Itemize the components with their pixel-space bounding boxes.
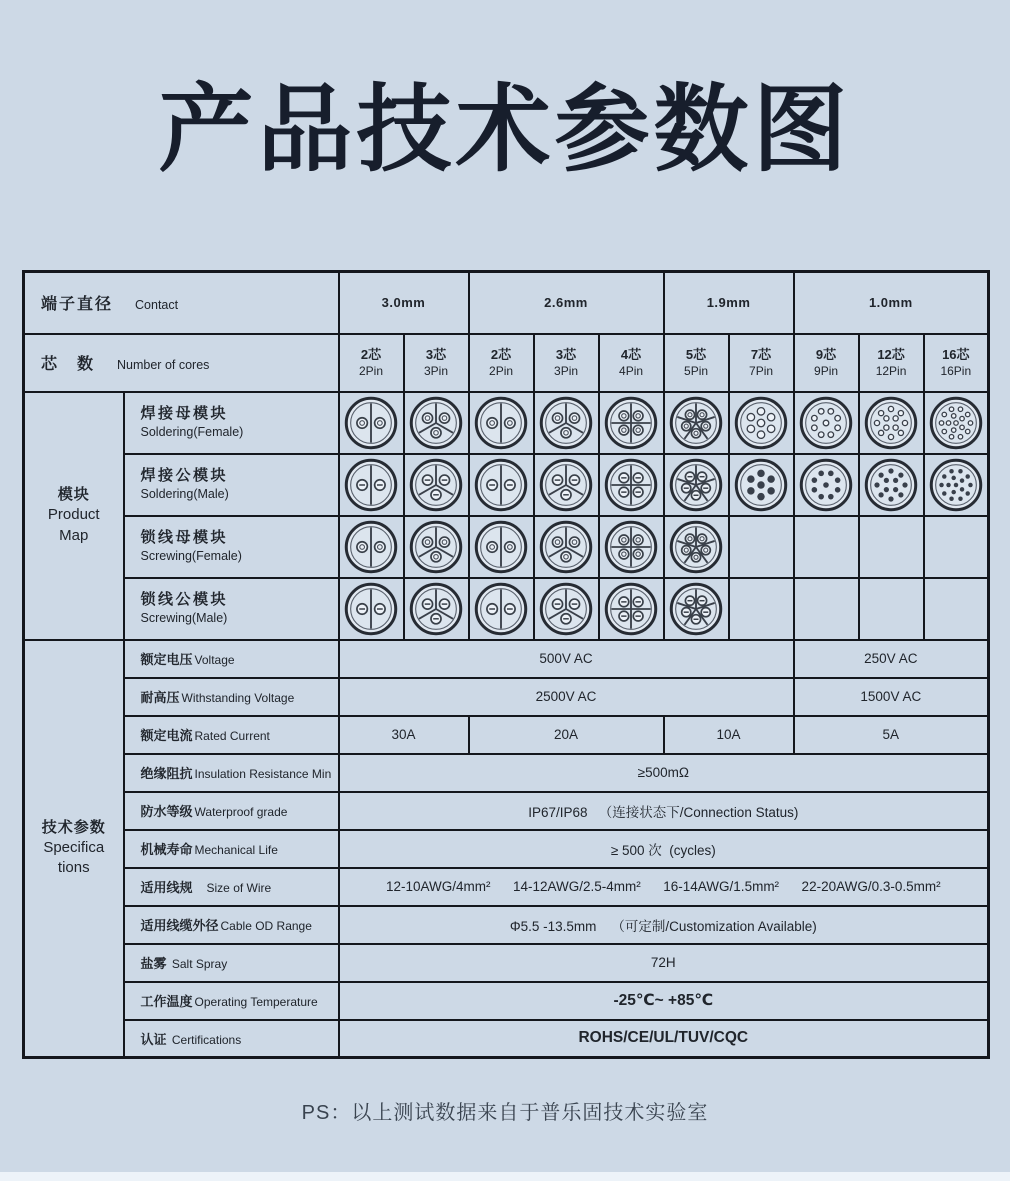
spec-row-certifications: [24, 1020, 989, 1058]
connector-face-2pin-male-icon: [473, 457, 529, 513]
module-label-zh: 焊接公模块: [140, 466, 229, 484]
sidebar-product-map-zh: 模块: [57, 486, 90, 504]
connector-face-3pin-female-icon: [538, 519, 594, 575]
spec-value-cell: 250V AC: [794, 640, 989, 678]
pin-column-header-3pin: [404, 334, 469, 392]
connector-face-3pin-female-icon: [538, 395, 594, 451]
module-cell-empty: [859, 516, 924, 578]
module-cell-empty: [794, 516, 859, 578]
module-cell-12pin-male: [859, 454, 924, 516]
module-label-soldering-male: [124, 454, 339, 516]
spec-row-insulation-resistance-min: [24, 754, 989, 792]
footer-note: PS：以上测试数据来自于普乐固技术实验室: [301, 1102, 709, 1124]
module-cell-2pin-male: [339, 578, 404, 640]
spec-value-cell: 10A: [664, 716, 794, 754]
connector-face-4pin-male-icon: [603, 581, 659, 637]
spec-value-cell: Φ5.5 -13.5mm （可定制/Customization Available): [339, 906, 989, 944]
spec-label-zh: 额定电压: [140, 652, 193, 667]
spec-row-rated-current: [24, 716, 989, 754]
spec-value-cell: 30A: [339, 716, 469, 754]
cores-label-en: Number of cores: [117, 358, 210, 372]
spec-row-operating-temperature: [24, 982, 989, 1020]
spec-label-waterproof-grade: [124, 792, 339, 830]
pin-count-en: 3Pin: [554, 363, 579, 378]
parameters-table-body: [24, 272, 989, 1058]
spec-label-zh: 工作温度: [140, 994, 193, 1009]
pin-column-header-5pin: [664, 334, 729, 392]
spec-row-size-of-wire: [24, 868, 989, 906]
sidebar-specifications-en2: tions: [57, 859, 90, 877]
connector-face-2pin-female-icon: [473, 395, 529, 451]
spec-value-cell: ROHS/CE/UL/TUV/CQC: [339, 1020, 989, 1058]
module-cell-empty: [924, 516, 989, 578]
pin-count-zh: 12芯: [877, 347, 905, 362]
spec-label-en: Operating Temperature: [194, 995, 318, 1009]
spec-row-cable-od-range: [24, 906, 989, 944]
module-cell-3pin-female: [404, 392, 469, 454]
spec-label-zh: 认证: [140, 1031, 167, 1047]
spec-label-voltage: [124, 640, 339, 678]
spec-label-insulation-resistance-min: [124, 754, 339, 792]
spec-label-zh: 适用线规: [140, 880, 193, 895]
bottom-strip: [0, 1172, 1010, 1181]
connector-face-3pin-male-icon: [538, 581, 594, 637]
pin-count-en: 7Pin: [749, 363, 774, 378]
contact-label-en: Contact: [135, 298, 179, 313]
pin-count-en: 2Pin: [359, 363, 384, 378]
contact-label-cell: [24, 272, 339, 334]
connector-face-3pin-male-icon: [408, 457, 464, 513]
module-label-screwing-female: [124, 516, 339, 578]
spec-row-voltage: [24, 640, 989, 678]
spec-label-zh: 防水等级: [140, 804, 193, 819]
connector-face-16pin-female-icon: [928, 395, 984, 451]
pin-column-header-16pin: [924, 334, 989, 392]
spec-label-operating-temperature: [124, 982, 339, 1020]
pin-column-header-7pin: [729, 334, 794, 392]
spec-value-cell: 2500V AC: [339, 678, 794, 716]
module-label-soldering-female: [124, 392, 339, 454]
sidebar-product-map-en2: Map: [59, 526, 89, 544]
spec-label-zh: 耐高压: [140, 690, 180, 705]
module-row-soldering-male: [24, 454, 989, 516]
connector-face-4pin-female-icon: [603, 519, 659, 575]
spec-row-salt-spray: [24, 944, 989, 982]
spec-value-cell: 12-10AWG/4mm² 14-12AWG/2.5-4mm² 16-14AWG/1.5mm² 22-20AWG/0.3-0.5mm²: [339, 868, 989, 906]
spec-label-cable-od-range: [124, 906, 339, 944]
connector-face-16pin-male-icon: [928, 457, 984, 513]
spec-row-withstanding-voltage: [24, 678, 989, 716]
connector-face-3pin-male-icon: [538, 457, 594, 513]
spec-value-cell: -25℃~ +85℃: [339, 982, 989, 1020]
pin-count-zh: 7芯: [750, 347, 772, 362]
connector-face-2pin-female-icon: [343, 395, 399, 451]
spec-label-salt-spray: [124, 944, 339, 982]
spec-label-zh: 机械寿命: [140, 842, 193, 857]
pin-count-zh: 3芯: [425, 347, 447, 362]
module-label-zh: 锁线母模块: [140, 528, 229, 546]
module-cell-2pin-female: [339, 392, 404, 454]
spec-value-cell: ≥500mΩ: [339, 754, 989, 792]
module-cell-9pin-female: [794, 392, 859, 454]
spec-label-zh: 绝缘阻抗: [140, 766, 193, 781]
module-label-en: Screwing(Male): [140, 610, 228, 625]
module-cell-2pin-male: [469, 578, 534, 640]
module-cell-12pin-female: [859, 392, 924, 454]
connector-face-9pin-female-icon: [798, 395, 854, 451]
sidebar-specifications-en1: Specifica: [43, 839, 105, 857]
cores-label-cell: [24, 334, 339, 392]
connector-face-2pin-male-icon: [473, 581, 529, 637]
connector-face-12pin-female-icon: [863, 395, 919, 451]
pin-column-header-2pin: [469, 334, 534, 392]
pin-column-header-2pin: [339, 334, 404, 392]
connector-face-3pin-female-icon: [408, 519, 464, 575]
header-row-cores: [24, 334, 989, 392]
module-label-en: Soldering(Female): [140, 424, 244, 439]
connector-face-9pin-male-icon: [798, 457, 854, 513]
module-cell-empty: [794, 578, 859, 640]
connector-face-5pin-female-icon: [668, 395, 724, 451]
connector-face-3pin-male-icon: [408, 581, 464, 637]
module-cell-4pin-female: [599, 392, 664, 454]
connector-face-5pin-male-icon: [668, 581, 724, 637]
spec-row-mechanical-life: [24, 830, 989, 868]
module-cell-4pin-female: [599, 516, 664, 578]
connector-face-3pin-female-icon: [408, 395, 464, 451]
contact-label-zh: 端子直径: [41, 296, 114, 314]
pin-count-zh: 2芯: [490, 347, 512, 362]
module-cell-3pin-male: [404, 578, 469, 640]
cores-label-zh: 芯 数: [41, 356, 96, 373]
module-cell-5pin-female: [664, 392, 729, 454]
module-cell-4pin-male: [599, 454, 664, 516]
pin-count-en: 5Pin: [684, 363, 709, 378]
page-title: 产品技术参数图: [158, 77, 852, 183]
module-cell-16pin-male: [924, 454, 989, 516]
diameter-header-3-0mm: 3.0mm: [339, 272, 469, 334]
spec-label-en: Withstanding Voltage: [181, 691, 295, 705]
spec-label-withstanding-voltage: [124, 678, 339, 716]
diameter-header-2-6mm: 2.6mm: [469, 272, 664, 334]
connector-face-12pin-male-icon: [863, 457, 919, 513]
module-cell-empty: [729, 516, 794, 578]
module-cell-5pin-male: [664, 454, 729, 516]
pin-count-en: 3Pin: [424, 363, 449, 378]
sidebar-specifications-zh: 技术参数: [41, 818, 106, 836]
module-cell-4pin-male: [599, 578, 664, 640]
module-label-en: Screwing(Female): [140, 548, 242, 563]
spec-value-cell: 5A: [794, 716, 989, 754]
pin-column-header-12pin: [859, 334, 924, 392]
module-row-screwing-female: [24, 516, 989, 578]
pin-column-header-3pin: [534, 334, 599, 392]
module-cell-2pin-female: [469, 516, 534, 578]
spec-label-certifications: [124, 1020, 339, 1058]
pin-count-en: 9Pin: [814, 363, 839, 378]
spec-label-en: Mechanical Life: [194, 843, 278, 857]
module-row-screwing-male: [24, 578, 989, 640]
spec-label-rated-current: [124, 716, 339, 754]
spec-value-cell: 72H: [339, 944, 989, 982]
spec-label-en: Size of Wire: [194, 881, 272, 895]
pin-count-zh: 9芯: [815, 347, 837, 362]
spec-row-waterproof-grade: [24, 792, 989, 830]
module-cell-7pin-female: [729, 392, 794, 454]
pin-column-header-9pin: [794, 334, 859, 392]
module-cell-3pin-male: [404, 454, 469, 516]
module-label-en: Soldering(Male): [140, 486, 229, 501]
module-cell-empty: [924, 578, 989, 640]
sidebar-product-map: [24, 392, 124, 640]
module-cell-5pin-male: [664, 578, 729, 640]
module-row-soldering-female: [24, 392, 989, 454]
spec-label-zh: 盐雾: [140, 956, 167, 971]
module-cell-2pin-male: [469, 454, 534, 516]
module-cell-2pin-female: [339, 516, 404, 578]
connector-face-7pin-female-icon: [733, 395, 789, 451]
module-cell-empty: [729, 578, 794, 640]
module-cell-3pin-male: [534, 578, 599, 640]
module-label-screwing-male: [124, 578, 339, 640]
module-cell-empty: [859, 578, 924, 640]
header-row-contact: [24, 272, 989, 334]
spec-label-en: Insulation Resistance Min: [194, 767, 332, 781]
connector-face-2pin-male-icon: [343, 457, 399, 513]
spec-label-en: Rated Current: [194, 729, 270, 743]
pin-count-zh: 16芯: [942, 347, 970, 362]
diameter-header-1-9mm: 1.9mm: [664, 272, 794, 334]
pin-count-zh: 4芯: [620, 347, 642, 362]
spec-label-en: Salt Spray: [168, 957, 228, 971]
pin-count-en: 2Pin: [489, 363, 514, 378]
spec-label-zh: 适用线缆外径: [140, 918, 219, 933]
pin-count-en: 16Pin: [940, 363, 972, 378]
spec-label-zh: 额定电流: [140, 728, 193, 743]
module-cell-2pin-female: [469, 392, 534, 454]
diameter-header-1-0mm: 1.0mm: [794, 272, 989, 334]
spec-value-cell: 1500V AC: [794, 678, 989, 716]
module-cell-9pin-male: [794, 454, 859, 516]
spec-label-mechanical-life: [124, 830, 339, 868]
pin-count-en: 12Pin: [875, 363, 907, 378]
pin-count-zh: 3芯: [555, 347, 577, 362]
module-cell-5pin-female: [664, 516, 729, 578]
module-cell-3pin-female: [534, 516, 599, 578]
spec-label-en: Certifications: [168, 1032, 242, 1047]
module-label-zh: 焊接母模块: [140, 404, 229, 422]
spec-value-cell: ≥ 500 次 (cycles): [339, 830, 989, 868]
spec-label-en: Voltage: [194, 653, 235, 667]
module-label-zh: 锁线公模块: [140, 590, 229, 608]
pin-count-en: 4Pin: [619, 363, 644, 378]
parameters-table: [22, 270, 990, 1059]
spec-value-cell: IP67/IP68 （连接状态下/Connection Status): [339, 792, 989, 830]
connector-face-2pin-male-icon: [343, 581, 399, 637]
pin-count-zh: 5芯: [685, 347, 707, 362]
spec-label-size-of-wire: [124, 868, 339, 906]
connector-face-5pin-female-icon: [668, 519, 724, 575]
sidebar-product-map-en1: Product: [47, 506, 100, 524]
connector-face-4pin-female-icon: [603, 395, 659, 451]
pin-count-zh: 2芯: [360, 347, 382, 362]
spec-label-en: Waterproof grade: [194, 805, 288, 819]
module-cell-2pin-male: [339, 454, 404, 516]
spec-label-en: Cable OD Range: [220, 919, 312, 933]
module-cell-7pin-male: [729, 454, 794, 516]
module-cell-3pin-female: [534, 392, 599, 454]
spec-value-cell: 20A: [469, 716, 664, 754]
module-cell-3pin-male: [534, 454, 599, 516]
connector-face-4pin-male-icon: [603, 457, 659, 513]
connector-face-2pin-female-icon: [343, 519, 399, 575]
module-cell-16pin-female: [924, 392, 989, 454]
connector-face-7pin-male-icon: [733, 457, 789, 513]
connector-face-5pin-male-icon: [668, 457, 724, 513]
pin-column-header-4pin: [599, 334, 664, 392]
module-cell-3pin-female: [404, 516, 469, 578]
connector-face-2pin-female-icon: [473, 519, 529, 575]
spec-value-cell: 500V AC: [339, 640, 794, 678]
sidebar-specifications: [24, 640, 124, 1058]
